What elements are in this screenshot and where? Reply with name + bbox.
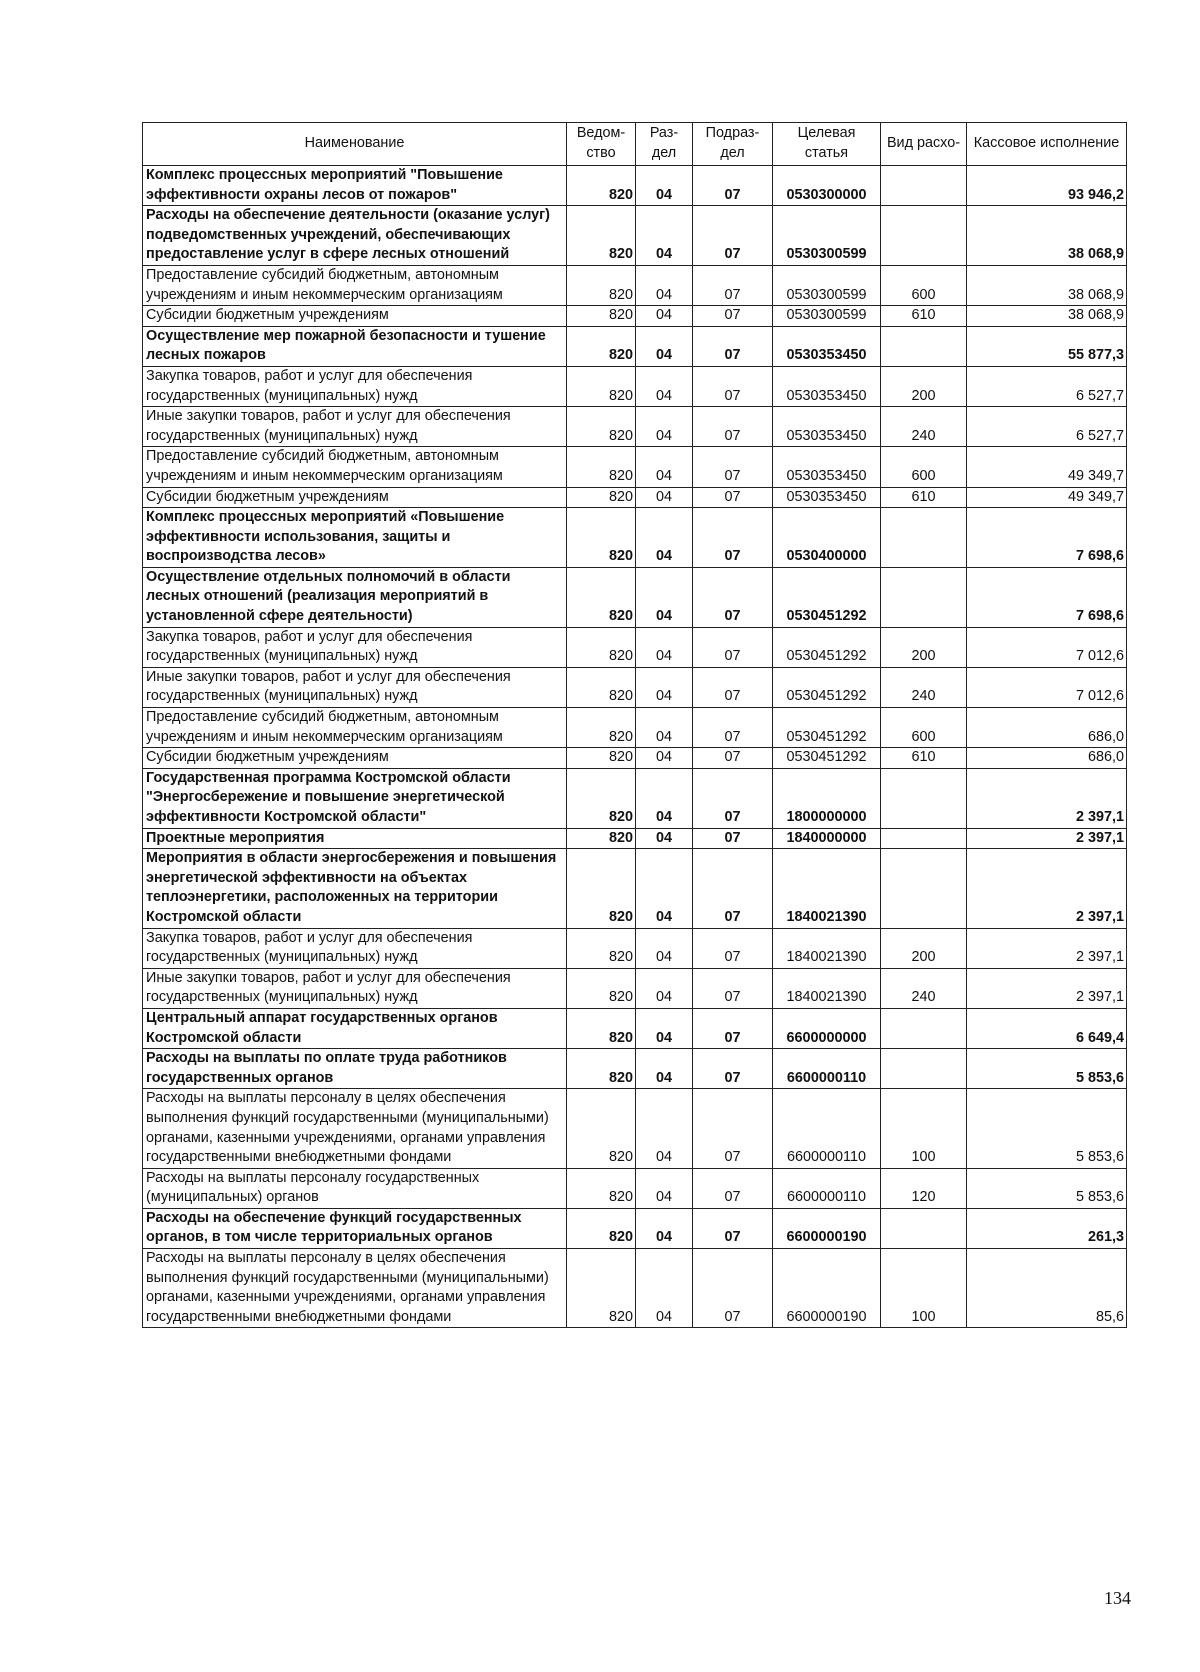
cell-amount: 686,0 bbox=[967, 708, 1127, 748]
header-vedomstvo: Ведом-ство bbox=[567, 123, 636, 166]
cell-razdel: 04 bbox=[636, 828, 693, 849]
cell-amount: 2 397,1 bbox=[967, 828, 1127, 849]
cell-amount: 2 397,1 bbox=[967, 849, 1127, 928]
cell-celevaya: 6600000000 bbox=[773, 1008, 881, 1048]
cell-vedomstvo: 820 bbox=[567, 487, 636, 508]
cell-razdel: 04 bbox=[636, 748, 693, 769]
cell-amount: 7 012,6 bbox=[967, 627, 1127, 667]
table-row bbox=[143, 1168, 1127, 1208]
header-name: Наименование bbox=[143, 123, 567, 166]
cell-celevaya: 0530353450 bbox=[773, 407, 881, 447]
cell-podrazdel: 07 bbox=[693, 1089, 773, 1168]
cell-vid: 600 bbox=[881, 708, 967, 748]
cell-vid bbox=[881, 1008, 967, 1048]
table-row bbox=[143, 567, 1127, 627]
cell-vedomstvo: 820 bbox=[567, 206, 636, 266]
cell-podrazdel: 07 bbox=[693, 306, 773, 327]
table-row bbox=[143, 928, 1127, 968]
cell-vedomstvo: 820 bbox=[567, 748, 636, 769]
cell-podrazdel: 07 bbox=[693, 1249, 773, 1328]
header-razdel: Раз-дел bbox=[636, 123, 693, 166]
cell-amount: 38 068,9 bbox=[967, 265, 1127, 305]
cell-name: Проектные мероприятия bbox=[143, 828, 567, 849]
cell-name: Расходы на обеспечение деятельности (оказание услуг) подведомственных учреждений, обеспечивающих предоставление услуг в сфере лесных отношений bbox=[143, 206, 567, 266]
cell-celevaya: 1840000000 bbox=[773, 828, 881, 849]
cell-razdel: 04 bbox=[636, 768, 693, 828]
cell-celevaya: 0530353450 bbox=[773, 366, 881, 406]
table-row bbox=[143, 849, 1127, 928]
cell-name: Осуществление мер пожарной безопасности и тушение лесных пожаров bbox=[143, 326, 567, 366]
table-row bbox=[143, 768, 1127, 828]
table-row bbox=[143, 407, 1127, 447]
table-row bbox=[143, 206, 1127, 266]
cell-celevaya: 0530300599 bbox=[773, 206, 881, 266]
cell-razdel: 04 bbox=[636, 667, 693, 707]
header-celevaya: Целевая статья bbox=[773, 123, 881, 166]
cell-amount: 2 397,1 bbox=[967, 768, 1127, 828]
cell-vedomstvo: 820 bbox=[567, 508, 636, 568]
cell-name: Субсидии бюджетным учреждениям bbox=[143, 748, 567, 769]
cell-amount: 7 012,6 bbox=[967, 667, 1127, 707]
cell-razdel: 04 bbox=[636, 567, 693, 627]
cell-podrazdel: 07 bbox=[693, 667, 773, 707]
cell-vedomstvo: 820 bbox=[567, 768, 636, 828]
cell-amount: 7 698,6 bbox=[967, 567, 1127, 627]
cell-amount: 38 068,9 bbox=[967, 206, 1127, 266]
cell-name: Субсидии бюджетным учреждениям bbox=[143, 306, 567, 327]
cell-vedomstvo: 820 bbox=[567, 407, 636, 447]
header-vid: Вид расхо- bbox=[881, 123, 967, 166]
cell-podrazdel: 07 bbox=[693, 627, 773, 667]
cell-name: Расходы на выплаты персоналу государственных (муниципальных) органов bbox=[143, 1168, 567, 1208]
cell-razdel: 04 bbox=[636, 166, 693, 206]
cell-vid bbox=[881, 1208, 967, 1248]
cell-celevaya: 6600000110 bbox=[773, 1049, 881, 1089]
cell-amount: 6 527,7 bbox=[967, 366, 1127, 406]
cell-vid bbox=[881, 508, 967, 568]
cell-vid bbox=[881, 206, 967, 266]
cell-razdel: 04 bbox=[636, 206, 693, 266]
cell-razdel: 04 bbox=[636, 487, 693, 508]
cell-vid: 200 bbox=[881, 928, 967, 968]
cell-celevaya: 6600000190 bbox=[773, 1249, 881, 1328]
cell-amount: 5 853,6 bbox=[967, 1049, 1127, 1089]
cell-name: Комплекс процессных мероприятий «Повышение эффективности использования, защиты и воспроизводства лесов» bbox=[143, 508, 567, 568]
cell-name: Закупка товаров, работ и услуг для обеспечения государственных (муниципальных) нужд bbox=[143, 627, 567, 667]
cell-vedomstvo: 820 bbox=[567, 849, 636, 928]
cell-vid: 600 bbox=[881, 447, 967, 487]
cell-vedomstvo: 820 bbox=[567, 265, 636, 305]
table-row bbox=[143, 828, 1127, 849]
cell-amount: 55 877,3 bbox=[967, 326, 1127, 366]
cell-vedomstvo: 820 bbox=[567, 928, 636, 968]
cell-vid: 610 bbox=[881, 306, 967, 327]
cell-razdel: 04 bbox=[636, 849, 693, 928]
cell-razdel: 04 bbox=[636, 1168, 693, 1208]
cell-name: Осуществление отдельных полномочий в области лесных отношений (реализация мероприятий в установленной сфере деятельности) bbox=[143, 567, 567, 627]
cell-razdel: 04 bbox=[636, 1208, 693, 1248]
cell-podrazdel: 07 bbox=[693, 407, 773, 447]
cell-name: Закупка товаров, работ и услуг для обеспечения государственных (муниципальных) нужд bbox=[143, 928, 567, 968]
cell-razdel: 04 bbox=[636, 326, 693, 366]
cell-vedomstvo: 820 bbox=[567, 667, 636, 707]
cell-razdel: 04 bbox=[636, 1089, 693, 1168]
cell-amount: 7 698,6 bbox=[967, 508, 1127, 568]
cell-amount: 686,0 bbox=[967, 748, 1127, 769]
cell-vid: 610 bbox=[881, 748, 967, 769]
cell-name: Расходы на выплаты персоналу в целях обеспечения выполнения функций государственными (муниципальными) органами, казенными учреждениями, органами управления государственными внебюджетными фондами bbox=[143, 1089, 567, 1168]
cell-vedomstvo: 820 bbox=[567, 1049, 636, 1089]
cell-vedomstvo: 820 bbox=[567, 326, 636, 366]
cell-vid: 610 bbox=[881, 487, 967, 508]
cell-name: Государственная программа Костромской области "Энергосбережение и повышение энергетической эффективности Костромской области" bbox=[143, 768, 567, 828]
cell-celevaya: 0530451292 bbox=[773, 748, 881, 769]
cell-podrazdel: 07 bbox=[693, 968, 773, 1008]
cell-podrazdel: 07 bbox=[693, 166, 773, 206]
cell-name: Предоставление субсидий бюджетным, автономным учреждениям и иным некоммерческим организациям bbox=[143, 708, 567, 748]
cell-vedomstvo: 820 bbox=[567, 1208, 636, 1248]
cell-podrazdel: 07 bbox=[693, 928, 773, 968]
cell-vid bbox=[881, 768, 967, 828]
cell-podrazdel: 07 bbox=[693, 567, 773, 627]
cell-razdel: 04 bbox=[636, 265, 693, 305]
table-row bbox=[143, 508, 1127, 568]
cell-vedomstvo: 820 bbox=[567, 166, 636, 206]
cell-name: Иные закупки товаров, работ и услуг для обеспечения государственных (муниципальных) нужд bbox=[143, 407, 567, 447]
cell-podrazdel: 07 bbox=[693, 828, 773, 849]
cell-amount: 38 068,9 bbox=[967, 306, 1127, 327]
table-header-row bbox=[143, 123, 1127, 166]
cell-vid bbox=[881, 326, 967, 366]
table-row bbox=[143, 1249, 1127, 1328]
table-row bbox=[143, 1089, 1127, 1168]
table-row bbox=[143, 487, 1127, 508]
cell-name: Расходы на обеспечение функций государственных органов, в том числе территориальных органов bbox=[143, 1208, 567, 1248]
cell-vid: 100 bbox=[881, 1249, 967, 1328]
cell-podrazdel: 07 bbox=[693, 1208, 773, 1248]
cell-amount: 2 397,1 bbox=[967, 928, 1127, 968]
header-podrazdel: Подраз-дел bbox=[693, 123, 773, 166]
cell-celevaya: 0530353450 bbox=[773, 487, 881, 508]
cell-vedomstvo: 820 bbox=[567, 708, 636, 748]
table-row bbox=[143, 265, 1127, 305]
cell-celevaya: 1840021390 bbox=[773, 849, 881, 928]
cell-vid bbox=[881, 849, 967, 928]
cell-vid bbox=[881, 567, 967, 627]
cell-razdel: 04 bbox=[636, 447, 693, 487]
table-row bbox=[143, 968, 1127, 1008]
cell-podrazdel: 07 bbox=[693, 708, 773, 748]
table-row bbox=[143, 166, 1127, 206]
cell-podrazdel: 07 bbox=[693, 1049, 773, 1089]
cell-razdel: 04 bbox=[636, 407, 693, 447]
budget-table bbox=[142, 122, 1127, 1328]
cell-amount: 2 397,1 bbox=[967, 968, 1127, 1008]
cell-amount: 49 349,7 bbox=[967, 447, 1127, 487]
header-kassovoe: Кассовое исполнение bbox=[967, 123, 1127, 166]
cell-vedomstvo: 820 bbox=[567, 447, 636, 487]
cell-podrazdel: 07 bbox=[693, 206, 773, 266]
cell-podrazdel: 07 bbox=[693, 265, 773, 305]
cell-podrazdel: 07 bbox=[693, 508, 773, 568]
table-row bbox=[143, 306, 1127, 327]
cell-name: Мероприятия в области энергосбережения и повышения энергетической эффективности на объектах теплоэнергетики, расположенных на территории Костромской области bbox=[143, 849, 567, 928]
cell-vedomstvo: 820 bbox=[567, 1249, 636, 1328]
cell-razdel: 04 bbox=[636, 708, 693, 748]
cell-amount: 93 946,2 bbox=[967, 166, 1127, 206]
cell-podrazdel: 07 bbox=[693, 1008, 773, 1048]
cell-celevaya: 1840021390 bbox=[773, 928, 881, 968]
cell-name: Иные закупки товаров, работ и услуг для обеспечения государственных (муниципальных) нужд bbox=[143, 968, 567, 1008]
table-row bbox=[143, 447, 1127, 487]
cell-podrazdel: 07 bbox=[693, 768, 773, 828]
cell-vedomstvo: 820 bbox=[567, 968, 636, 1008]
page-number: 134 bbox=[1104, 1588, 1131, 1608]
cell-amount: 5 853,6 bbox=[967, 1168, 1127, 1208]
cell-vid: 240 bbox=[881, 407, 967, 447]
cell-name: Расходы на выплаты по оплате труда работников государственных органов bbox=[143, 1049, 567, 1089]
cell-celevaya: 0530451292 bbox=[773, 667, 881, 707]
cell-razdel: 04 bbox=[636, 627, 693, 667]
cell-celevaya: 0530353450 bbox=[773, 326, 881, 366]
cell-vid: 100 bbox=[881, 1089, 967, 1168]
cell-vid: 200 bbox=[881, 627, 967, 667]
cell-vedomstvo: 820 bbox=[567, 306, 636, 327]
table-row bbox=[143, 1208, 1127, 1248]
cell-vid: 200 bbox=[881, 366, 967, 406]
cell-vedomstvo: 820 bbox=[567, 627, 636, 667]
cell-vid: 120 bbox=[881, 1168, 967, 1208]
cell-celevaya: 6600000110 bbox=[773, 1089, 881, 1168]
cell-podrazdel: 07 bbox=[693, 849, 773, 928]
table-row bbox=[143, 667, 1127, 707]
cell-celevaya: 1800000000 bbox=[773, 768, 881, 828]
cell-podrazdel: 07 bbox=[693, 1168, 773, 1208]
cell-vedomstvo: 820 bbox=[567, 1089, 636, 1168]
cell-podrazdel: 07 bbox=[693, 487, 773, 508]
cell-vid: 600 bbox=[881, 265, 967, 305]
cell-amount: 5 853,6 bbox=[967, 1089, 1127, 1168]
table-row bbox=[143, 627, 1127, 667]
cell-name: Предоставление субсидий бюджетным, автономным учреждениям и иным некоммерческим организациям bbox=[143, 447, 567, 487]
cell-amount: 49 349,7 bbox=[967, 487, 1127, 508]
cell-celevaya: 0530400000 bbox=[773, 508, 881, 568]
cell-celevaya: 6600000190 bbox=[773, 1208, 881, 1248]
table-row bbox=[143, 1049, 1127, 1089]
cell-celevaya: 6600000110 bbox=[773, 1168, 881, 1208]
cell-celevaya: 0530300599 bbox=[773, 306, 881, 327]
cell-celevaya: 0530451292 bbox=[773, 627, 881, 667]
cell-vid: 240 bbox=[881, 968, 967, 1008]
cell-amount: 85,6 bbox=[967, 1249, 1127, 1328]
cell-celevaya: 0530451292 bbox=[773, 567, 881, 627]
table-body bbox=[143, 166, 1127, 1328]
cell-razdel: 04 bbox=[636, 366, 693, 406]
cell-celevaya: 0530300000 bbox=[773, 166, 881, 206]
cell-razdel: 04 bbox=[636, 1249, 693, 1328]
cell-razdel: 04 bbox=[636, 508, 693, 568]
cell-razdel: 04 bbox=[636, 1049, 693, 1089]
cell-podrazdel: 07 bbox=[693, 748, 773, 769]
cell-razdel: 04 bbox=[636, 968, 693, 1008]
cell-vedomstvo: 820 bbox=[567, 366, 636, 406]
cell-vid: 240 bbox=[881, 667, 967, 707]
cell-vedomstvo: 820 bbox=[567, 1168, 636, 1208]
cell-amount: 6 527,7 bbox=[967, 407, 1127, 447]
cell-name: Субсидии бюджетным учреждениям bbox=[143, 487, 567, 508]
cell-vid bbox=[881, 1049, 967, 1089]
cell-celevaya: 0530353450 bbox=[773, 447, 881, 487]
cell-name: Иные закупки товаров, работ и услуг для обеспечения государственных (муниципальных) нужд bbox=[143, 667, 567, 707]
table-row bbox=[143, 366, 1127, 406]
cell-name: Расходы на выплаты персоналу в целях обеспечения выполнения функций государственными (муниципальными) органами, казенными учреждениями, органами управления государственными внебюджетными фондами bbox=[143, 1249, 567, 1328]
cell-razdel: 04 bbox=[636, 928, 693, 968]
table-row bbox=[143, 1008, 1127, 1048]
cell-name: Закупка товаров, работ и услуг для обеспечения государственных (муниципальных) нужд bbox=[143, 366, 567, 406]
table-row bbox=[143, 748, 1127, 769]
cell-celevaya: 0530300599 bbox=[773, 265, 881, 305]
cell-vid bbox=[881, 166, 967, 206]
cell-vedomstvo: 820 bbox=[567, 567, 636, 627]
cell-podrazdel: 07 bbox=[693, 366, 773, 406]
cell-vid bbox=[881, 828, 967, 849]
cell-vedomstvo: 820 bbox=[567, 828, 636, 849]
table-row bbox=[143, 326, 1127, 366]
cell-razdel: 04 bbox=[636, 306, 693, 327]
cell-vedomstvo: 820 bbox=[567, 1008, 636, 1048]
cell-razdel: 04 bbox=[636, 1008, 693, 1048]
cell-name: Предоставление субсидий бюджетным, автономным учреждениям и иным некоммерческим организациям bbox=[143, 265, 567, 305]
cell-name: Центральный аппарат государственных органов Костромской области bbox=[143, 1008, 567, 1048]
cell-amount: 261,3 bbox=[967, 1208, 1127, 1248]
table-row bbox=[143, 708, 1127, 748]
cell-podrazdel: 07 bbox=[693, 326, 773, 366]
cell-amount: 6 649,4 bbox=[967, 1008, 1127, 1048]
cell-podrazdel: 07 bbox=[693, 447, 773, 487]
cell-celevaya: 0530451292 bbox=[773, 708, 881, 748]
cell-name: Комплекс процессных мероприятий "Повышение эффективности охраны лесов от пожаров" bbox=[143, 166, 567, 206]
cell-celevaya: 1840021390 bbox=[773, 968, 881, 1008]
